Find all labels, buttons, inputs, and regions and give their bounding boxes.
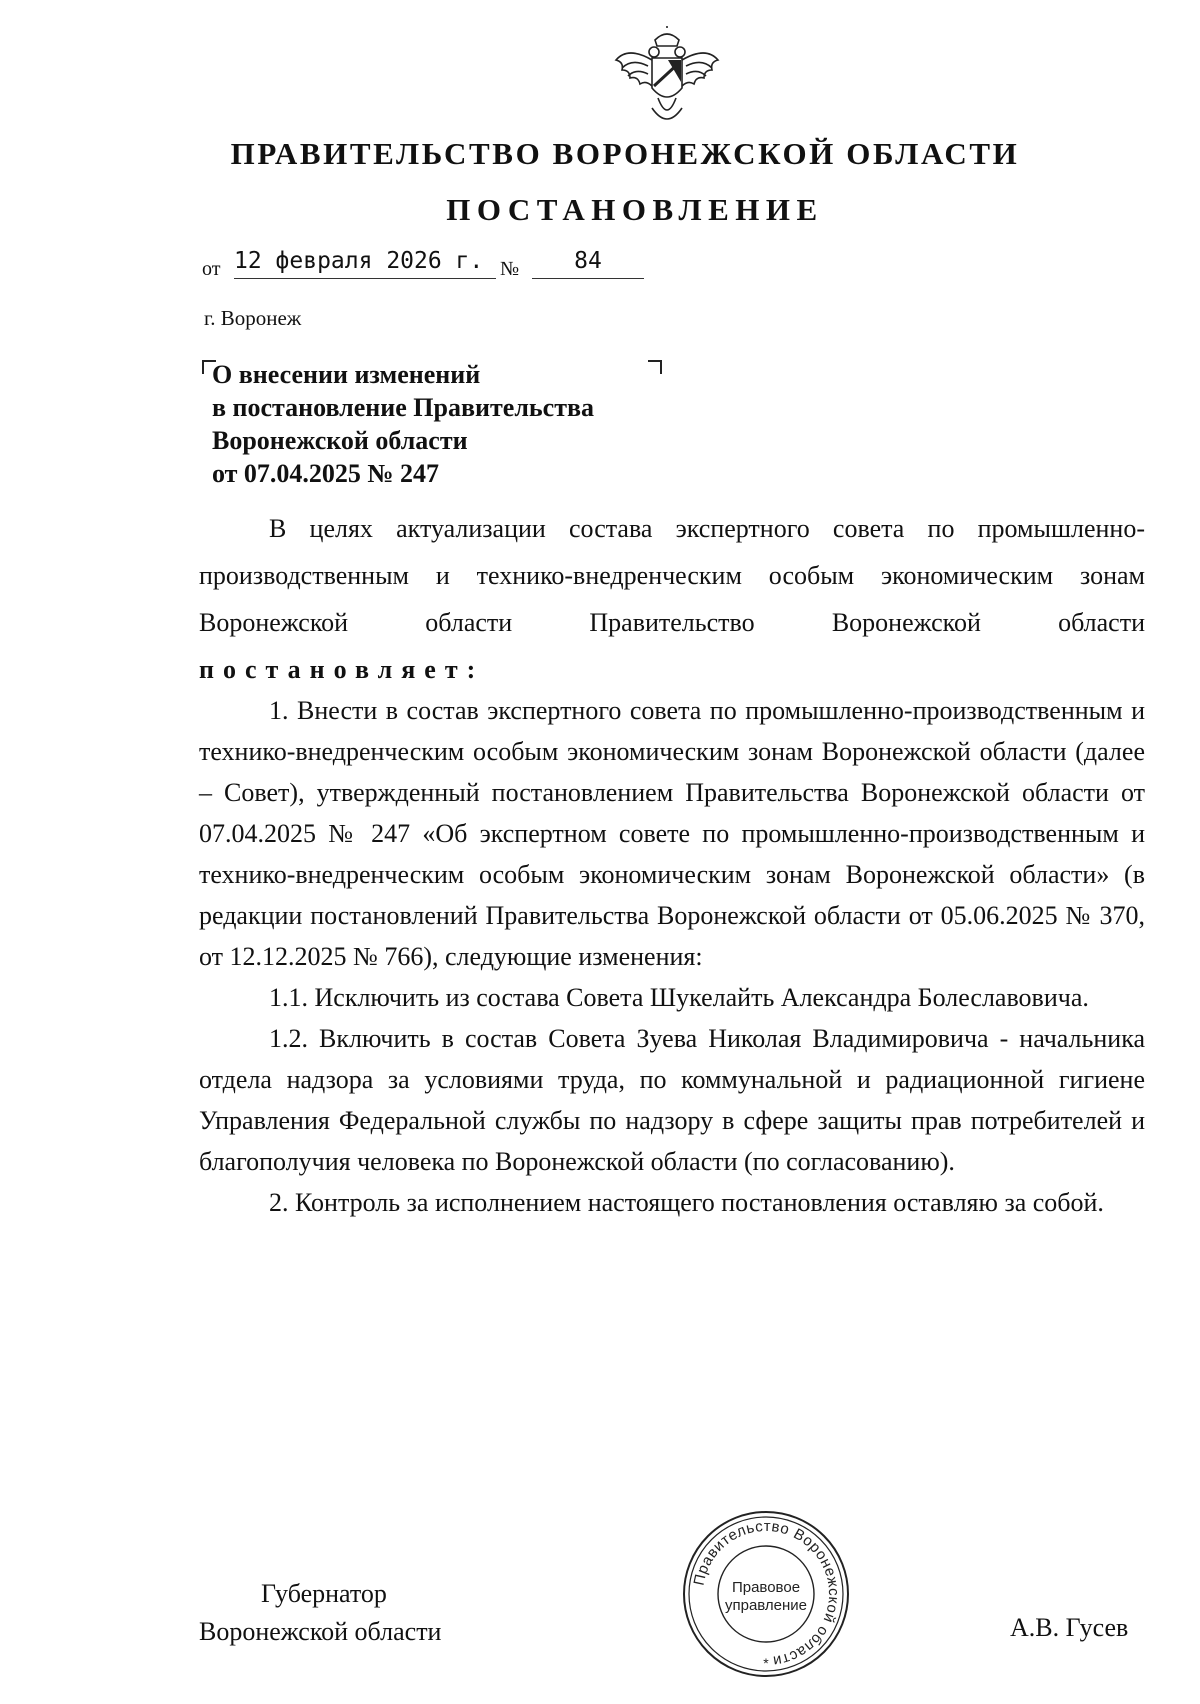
resolves-word: постановляет: — [199, 655, 485, 684]
subject-line: в постановление Правительства — [212, 393, 595, 422]
date-prefix: от — [202, 258, 221, 280]
stamp-center-line-2: управление — [724, 1597, 808, 1614]
subject-line: Воронежской области — [212, 426, 468, 455]
stamp-star: * — [763, 1655, 769, 1671]
signatory-name: А.В. Гусев — [1010, 1613, 1129, 1642]
official-stamp — [680, 1508, 852, 1680]
paragraph-1-1: 1.1. Исключить из состава Совета Шукелайть Александра Болеславовича. — [269, 983, 1089, 1012]
stamp-ring-text: Правительство Воронежской области — [690, 1517, 843, 1670]
date-number-line — [202, 248, 682, 284]
number-prefix: № — [500, 258, 520, 280]
document-type: ПОСТАНОВЛЕНИЕ — [446, 192, 824, 227]
paragraph-1-2: 1.2. Включить в состав Совета Зуева Николая Владимировича - начальника отдела надзора за условиями труда, по коммунальной и радиационной гигиене Управления Федеральной службы по надзору в сфере защиты прав потребителей и благополучия человека по Воронежской области (по согласованию). — [199, 1024, 1145, 1176]
subject-line: О внесении изменений — [212, 360, 481, 389]
signatory-region: Воронежской области — [199, 1617, 442, 1646]
city: г. Воронеж — [204, 306, 302, 330]
paragraph-1: 1. Внести в состав экспертного совета по промышленно-производственным и технико-внедренческим особым экономическим зонам Воронежской области (далее – Совет), утвержденный постановлением Правительства Воронежской области от 07.04.2025 № 247 «Об экспертном совете по промышленно-производственным и технико-внедренческим особым экономическим зонам Воронежской области» (в редакции постановлений Правительства Воронежской области от 05.06.2025 № 370, от 12.12.2025 № 766), следующие изменения: — [199, 696, 1145, 971]
body-text — [199, 690, 1145, 1223]
paragraph-2: 2. Контроль за исполнением настоящего постановления оставляю за собой. — [269, 1188, 1104, 1217]
government-title: ПРАВИТЕЛЬСТВО ВОРОНЕЖСКОЙ ОБЛАСТИ — [230, 136, 1020, 171]
intro-block — [199, 505, 1145, 693]
subject-line: от 07.04.2025 № 247 — [212, 459, 440, 488]
document-date: 12 февраля 2026 г. — [234, 248, 496, 279]
document-subject — [212, 358, 652, 490]
signatory-position: Губернатор — [261, 1579, 387, 1608]
stamp-center-line-1: Правовое — [731, 1579, 801, 1596]
document-number: 84 — [532, 248, 644, 279]
signatory-title — [199, 1575, 441, 1651]
intro-paragraph: В целях актуализации состава экспертного совета по промышленно-производственным и технико-внедренческим особым экономическим зонам Воронежской области Правительство Воронежской области — [199, 514, 1145, 637]
coat-of-arms-emblem — [608, 26, 726, 132]
